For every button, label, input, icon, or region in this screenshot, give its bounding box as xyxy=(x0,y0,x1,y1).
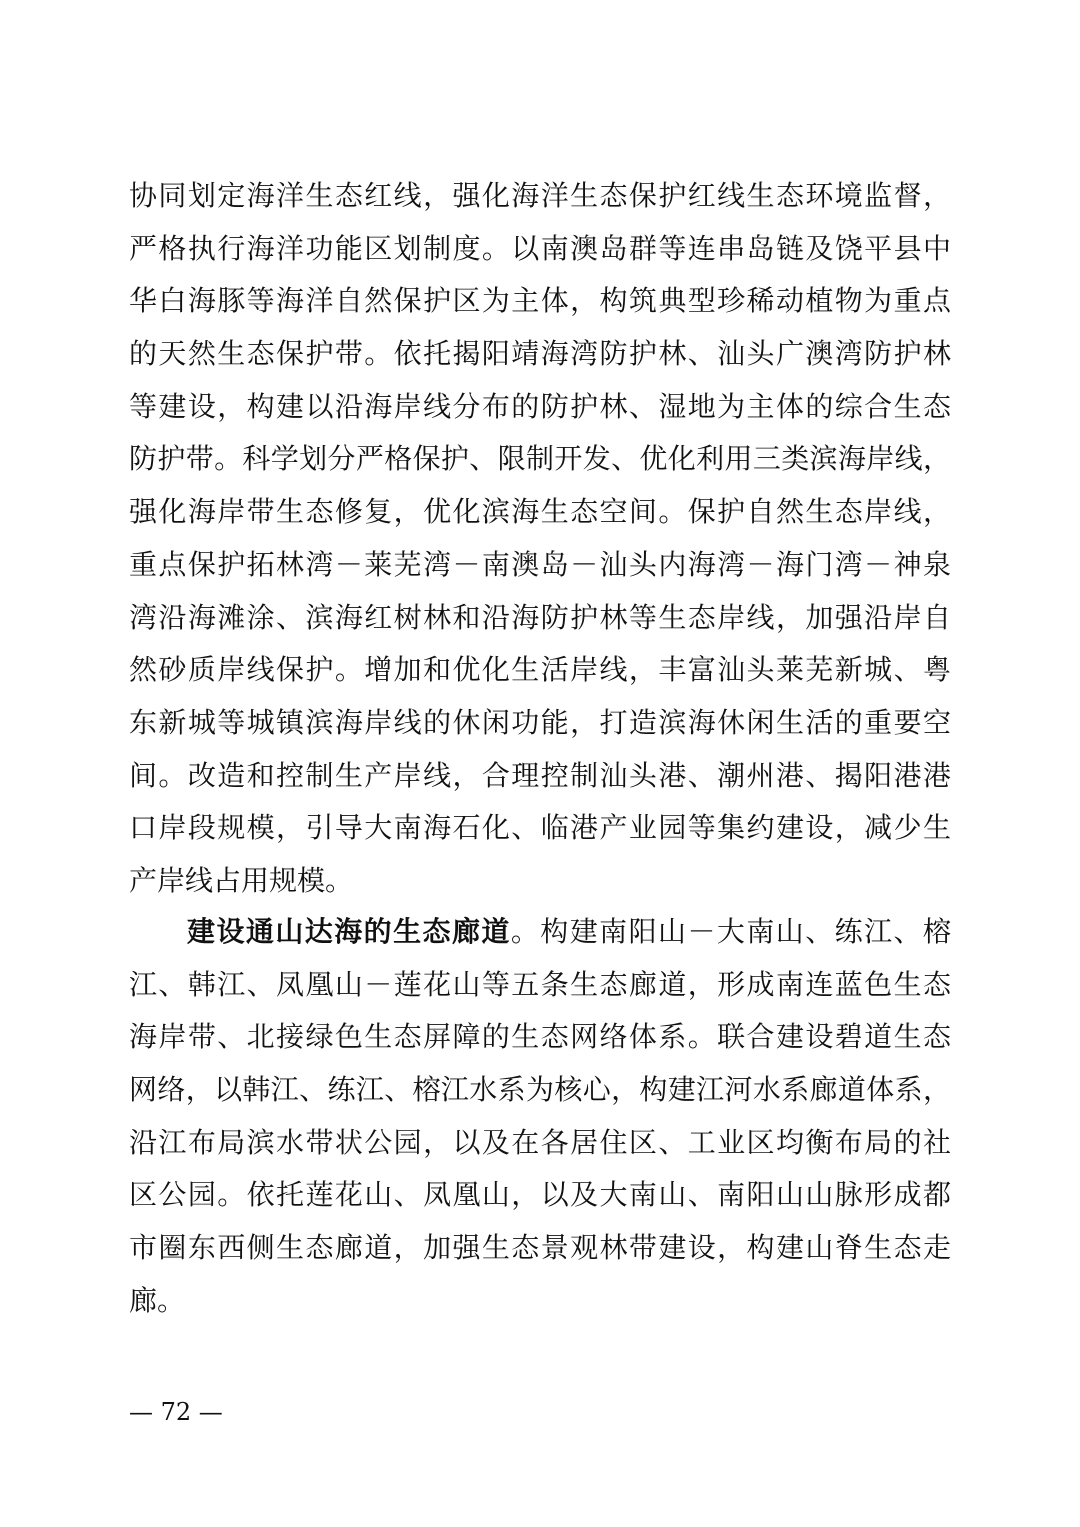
text-line: 产岸线占用规模。 xyxy=(129,863,354,897)
text-line: 重点保护拓林湾－莱芜湾－南澳岛－汕头内海湾－海门湾－神泉 xyxy=(129,547,951,581)
text-line: 的天然生态保护带。依托揭阳靖海湾防护林、汕头广澳湾防护林 xyxy=(129,337,951,371)
text-line: 协同划定海洋生态红线，强化海洋生态保护红线生态环境监督， xyxy=(129,179,951,212)
text-line: 严格执行海洋功能区划制度。以南澳岛群等连串岛链及饶平县中 xyxy=(129,231,951,265)
paragraph-ecological-corridors xyxy=(129,906,951,1328)
paragraph-heading: 建设通山达海的生态廊道 xyxy=(187,915,511,948)
text-line: 沿江布局滨水带状公园，以及在各居住区、工业区均衡布局的社 xyxy=(129,1125,951,1159)
text-line: 江、韩江、凤凰山－莲花山等五条生态廊道，形成南连蓝色生态 xyxy=(129,967,951,1001)
text-line: 市圈东西侧生态廊道，加强生态景观林带建设，构建山脊生态走 xyxy=(129,1231,951,1265)
text-line-rest: 。构建南阳山－大南山、练江、榕 xyxy=(510,915,951,948)
text-line: 海岸带、北接绿色生态屏障的生态网络体系。联合建设碧道生态 xyxy=(129,1020,951,1054)
paragraph-coastal-ecology xyxy=(129,170,951,908)
text-line: 口岸段规模，引导大南海石化、临港产业园等集约建设，减少生 xyxy=(129,811,951,845)
text-line: 湾沿海滩涂、滨海红树林和沿海防护林等生态岸线，加强沿岸自 xyxy=(129,600,951,634)
text-line: 网络，以韩江、练江、榕江水系为核心，构建江河水系廊道体系， xyxy=(129,1073,951,1107)
text-line: 间。改造和控制生产岸线，合理控制汕头港、潮州港、揭阳港港 xyxy=(129,758,951,792)
text-line: 强化海岸带生态修复，优化滨海生态空间。保护自然生态岸线， xyxy=(129,495,951,529)
page-number: — 72 — xyxy=(129,1398,223,1426)
text-line: 防护带。科学划分严格保护、限制开发、优化利用三类滨海岸线， xyxy=(129,442,951,476)
text-line: 区公园。依托莲花山、凤凰山，以及大南山、南阳山山脉形成都 xyxy=(129,1178,951,1212)
text-line: 华白海豚等海洋自然保护区为主体，构筑典型珍稀动植物为重点 xyxy=(129,284,951,318)
text-line: 廊。 xyxy=(129,1283,186,1317)
text-line: 东新城等城镇滨海岸线的休闲功能，打造滨海休闲生活的重要空 xyxy=(129,705,951,739)
text-line-first xyxy=(129,906,951,959)
text-line: 然砂质岸线保护。增加和优化生活岸线，丰富汕头莱芜新城、粤 xyxy=(129,653,951,687)
text-line: 等建设，构建以沿海岸线分布的防护林、湿地为主体的综合生态 xyxy=(129,389,951,423)
